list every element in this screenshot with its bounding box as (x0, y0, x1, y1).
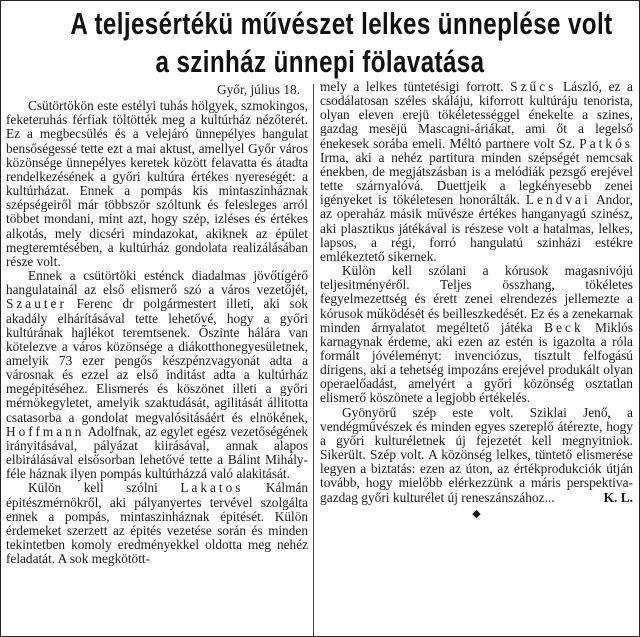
article-paragraph (320, 406, 633, 505)
article-paragraph (320, 80, 633, 264)
paragraph-text: Andor, az operaház másik művésze értékes hanganyagú szinész, aki plasztikus játékával is részese volt a hatalmas, lelkes, lapsos, a régi, forró hangulatú szinházi estékre emlékeztető sikernek. (320, 192, 634, 264)
column-divider (313, 84, 314, 637)
article-paragraph (320, 264, 633, 406)
paragraph-text: Külön kell szólni (28, 480, 181, 496)
paragraph-text: Miklós karnagynak érdeme, aki ezen az estén is igazolta a róla formált jóvéleményt: invenciózus, tisztult felfogású dirigens, aki a tehetség impozáns erejével produkált olyan operaelőadást, amelyért a győri közönség osztatlan elismerő köszönete a legjobb értékelés. (320, 319, 634, 406)
headline-line-1: A teljesértékü művészet lelkes ünneplése volt (70, 6, 613, 41)
paragraph-text: Ennek a csütörtöki esténck diadalmas jövőtígérő hangulatainál az első elismerő szó a város vezetőjét, (6, 268, 308, 298)
paragraph-text: mely a lelkes tüntetésigi forrott. (320, 79, 511, 94)
spaced-name: Patkós (579, 135, 633, 151)
paragraph-text: Gyönyörű szép este volt. Sziklai Jenő, a vendégművészek és minden egyes szereplő átérezte, hogy a győri kulturéletnek új fejezetét kell megnyitniok. Sikerült. Szép volt. A közönség lelkes, tüntető elismerése legyen a biztatás: ezen az úton, az értékprodukciók útján tovább, hogy mielőbb elérkezzünk a máris perspektiva-gazdag győri kulturélet új reneszánszához... (320, 404, 633, 505)
paragraph-text: Kálmán épitészmérnökről, aki pályanyertes tervével szolgálta ennek a pompás, mintaszinháznak épitését. Külön érdemeket szerzett az épités vezetése során és minden tekintetben komoly eredményekkel oldotta meg nehéz feladatát. A sok megkötött- (6, 480, 308, 567)
dateline: Győr, július 18. (217, 82, 300, 97)
right-column (320, 80, 633, 521)
left-column (6, 80, 308, 566)
paragraph-text: Csütörtökön este estélyi tuhás hölgyek, szmokingos, feketeruhás férfiak töltötték meg a kultúrház nézőterét. Ez a megbecsülés és a velejáró ünnepélyes hangulat bensőségessé tette ezt a mai aktust, amellyel Győr város közönsége ünnepélyes keretek között felavatta és átadta rendelkezésének a győri kultúra értékes nyereségét: a kultúrházat. Ennek a pompás kis mintaszinháznak szépségeiről már többször szóltunk és felesleges arról többet mondani, mint azt, hogy szép, izléses és értékes alkotás, mely dicséri mindazokat, akiknek az épület megteremtésében, a kultúrház gondolata realizálásában része volt. (6, 98, 308, 269)
paragraph-text: László, ez a csodálatosan széles skáláju, kiforrott kultúráju tenorista, olyan eleven erejü tökéletességgel énekelte a szines, gazdag mesëjü Mascagni-áriákat, ami őt a legelső énekesek sorába emeli. Méltó partnere volt Sz. (320, 79, 633, 151)
ornament-diamond-icon: ◆ (472, 507, 481, 520)
spaced-name: Lendvai (525, 192, 591, 208)
article-paragraph (6, 269, 308, 481)
author-signature: K. L. (603, 489, 633, 505)
paragraph-text: Ferenc dr polgármestert illeti, aki sok akadály elhárításával tette lehetővé, hogy a győri kultúrának hajlékot teremtsenek. Őszinte hálára van kötelezve a város közönsége a diákotthonegyesületnek, amelyik 73 ezer pengős készpénzvagyonát adta a városnak és ezzel az első inditást adta a kultúrház megépitéséhez. Elismerés és köszönet illeti a győri mérnökegyletet, amelyik szaktudását, agilitását állitotta csatasorba a gondolat megvalósitásáért és elnökének, (6, 296, 308, 425)
spaced-name: Hoffmann (6, 423, 85, 439)
spaced-name: Szauter (6, 296, 67, 312)
spaced-name: Lakatos (180, 480, 244, 496)
headline-line-2: a szinház ünnepi fölavatása (155, 44, 485, 79)
article-paragraph (6, 99, 308, 269)
spaced-name: Beck (544, 319, 584, 335)
spaced-name: Szűcs (510, 79, 557, 94)
paragraph-text: Külön kell szólani a kórusok magasnivójú teljesitményéről. Teljes összhang, tökéletes fegyelmezettség és érett zenei elrendezés jellemezte a kórusok működését és beilleszkedését. Ez és a zenekarnak minden árnyalatot megéltető játéka (320, 263, 633, 335)
article-paragraph (6, 481, 308, 566)
paragraph-text: Irma, aki a nehéz partitura minden szépségét nemcsak énekben, de megjátszásban is a melódiák pezsgő erejével tette szárnyalóvá. Duettjeik a legkényesebb zenei igényeket is tökéletesen honorálták. (320, 149, 633, 208)
paragraph-text: Adolfnak, az egylet egész vezetőségének irányitásával, pályázat kiirásával, annak alapos elbirálásával elsősorban lehetővé tette a Bálint Mihály-féle háznak ilyen pompás kultúrházzá való alakitását. (6, 423, 308, 482)
